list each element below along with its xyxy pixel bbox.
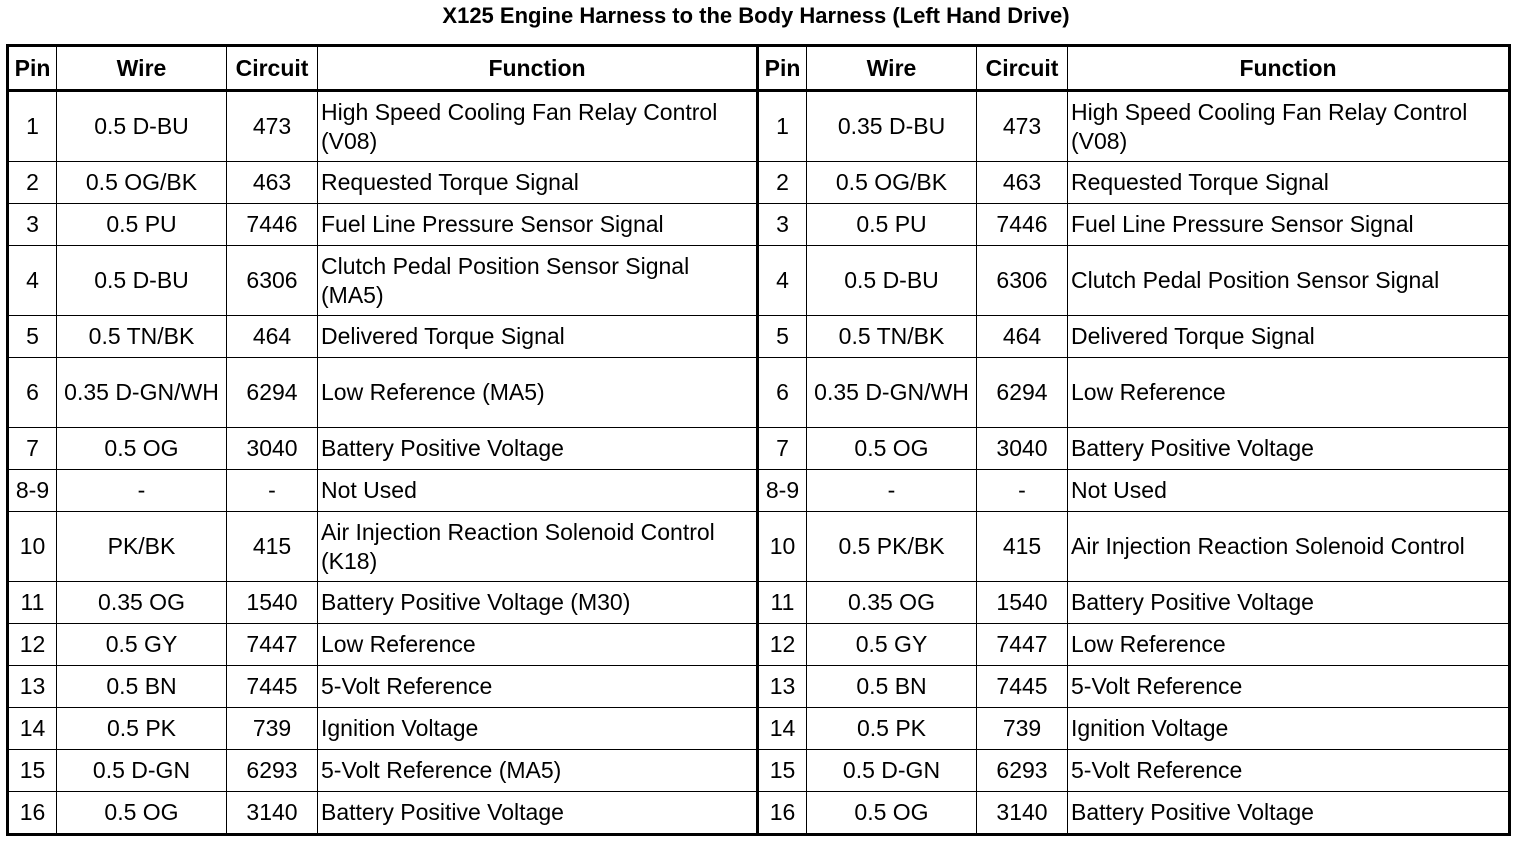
wire-cell: 0.35 D-BU xyxy=(807,91,977,162)
table-row xyxy=(8,204,1510,246)
circuit-cell: 6306 xyxy=(977,246,1068,316)
wire-cell: 0.5 OG/BK xyxy=(57,162,227,204)
function-cell: Not Used xyxy=(318,470,758,512)
circuit-cell: 6294 xyxy=(977,358,1068,428)
table-row xyxy=(8,91,1510,162)
table-row xyxy=(8,582,1510,624)
wire-cell: 0.5 OG xyxy=(57,428,227,470)
pinout-table xyxy=(6,44,1511,836)
wire-cell: 0.5 OG/BK xyxy=(807,162,977,204)
function-cell: Battery Positive Voltage xyxy=(1068,582,1510,624)
header-wire: Wire xyxy=(57,46,227,91)
function-cell: Low Reference (MA5) xyxy=(318,358,758,428)
table-row xyxy=(8,358,1510,428)
function-cell: Air Injection Reaction Solenoid Control (K18) xyxy=(318,512,758,582)
pin-cell: 14 xyxy=(758,708,807,750)
wire-cell: 0.5 TN/BK xyxy=(807,316,977,358)
document-title: X125 Engine Harness to the Body Harness (Left Hand Drive) xyxy=(442,3,1070,28)
wire-cell: 0.35 OG xyxy=(57,582,227,624)
function-cell: Fuel Line Pressure Sensor Signal xyxy=(318,204,758,246)
circuit-cell: - xyxy=(977,470,1068,512)
function-cell: Low Reference xyxy=(1068,624,1510,666)
pin-cell: 13 xyxy=(8,666,57,708)
wire-cell: 0.5 PK/BK xyxy=(807,512,977,582)
wire-cell: 0.5 PU xyxy=(807,204,977,246)
pin-cell: 7 xyxy=(8,428,57,470)
pin-cell: 11 xyxy=(8,582,57,624)
header-pin: Pin xyxy=(8,46,57,91)
wire-cell: - xyxy=(57,470,227,512)
circuit-cell: 473 xyxy=(977,91,1068,162)
circuit-cell: 7446 xyxy=(227,204,318,246)
circuit-cell: 7447 xyxy=(977,624,1068,666)
circuit-cell: 6293 xyxy=(227,750,318,792)
header-circuit: Circuit xyxy=(227,46,318,91)
pin-cell: 1 xyxy=(758,91,807,162)
wire-cell: 0.35 D-GN/WH xyxy=(57,358,227,428)
wire-cell: 0.5 GY xyxy=(807,624,977,666)
circuit-cell: 6306 xyxy=(227,246,318,316)
function-cell: Not Used xyxy=(1068,470,1510,512)
table-row xyxy=(8,428,1510,470)
function-cell: Ignition Voltage xyxy=(1068,708,1510,750)
wire-cell: 0.35 D-GN/WH xyxy=(807,358,977,428)
pin-cell: 3 xyxy=(758,204,807,246)
pin-cell: 3 xyxy=(8,204,57,246)
pin-cell: 10 xyxy=(8,512,57,582)
function-cell: Requested Torque Signal xyxy=(318,162,758,204)
table-row xyxy=(8,708,1510,750)
pin-cell: 5 xyxy=(758,316,807,358)
function-cell: Air Injection Reaction Solenoid Control xyxy=(1068,512,1510,582)
circuit-cell: 464 xyxy=(977,316,1068,358)
pin-cell: 15 xyxy=(758,750,807,792)
function-cell: Requested Torque Signal xyxy=(1068,162,1510,204)
function-cell: Low Reference xyxy=(1068,358,1510,428)
function-cell: Battery Positive Voltage xyxy=(1068,428,1510,470)
circuit-cell: 3040 xyxy=(227,428,318,470)
wire-cell: 0.35 OG xyxy=(807,582,977,624)
wire-cell: 0.5 OG xyxy=(807,792,977,835)
function-cell: 5-Volt Reference (MA5) xyxy=(318,750,758,792)
pin-cell: 12 xyxy=(758,624,807,666)
function-cell: Ignition Voltage xyxy=(318,708,758,750)
table-row xyxy=(8,162,1510,204)
circuit-cell: 3140 xyxy=(977,792,1068,835)
wire-cell: 0.5 D-GN xyxy=(57,750,227,792)
pin-cell: 2 xyxy=(758,162,807,204)
table-row xyxy=(8,316,1510,358)
circuit-cell: 473 xyxy=(227,91,318,162)
circuit-cell: 1540 xyxy=(977,582,1068,624)
pin-cell: 7 xyxy=(758,428,807,470)
function-cell: Battery Positive Voltage xyxy=(1068,792,1510,835)
function-cell: 5-Volt Reference xyxy=(1068,750,1510,792)
table-row xyxy=(8,624,1510,666)
table-row xyxy=(8,470,1510,512)
pin-cell: 12 xyxy=(8,624,57,666)
pin-cell: 15 xyxy=(8,750,57,792)
function-cell: Clutch Pedal Position Sensor Signal (MA5) xyxy=(318,246,758,316)
wire-cell: 0.5 BN xyxy=(807,666,977,708)
function-cell: Battery Positive Voltage xyxy=(318,428,758,470)
wire-cell: 0.5 D-BU xyxy=(57,91,227,162)
function-cell: High Speed Cooling Fan Relay Control (V08) xyxy=(318,91,758,162)
wire-cell: 0.5 TN/BK xyxy=(57,316,227,358)
circuit-cell: 7447 xyxy=(227,624,318,666)
pin-cell: 13 xyxy=(758,666,807,708)
table-row xyxy=(8,512,1510,582)
pin-cell: 10 xyxy=(758,512,807,582)
table-row xyxy=(8,750,1510,792)
wire-cell: 0.5 PK xyxy=(57,708,227,750)
function-cell: 5-Volt Reference xyxy=(1068,666,1510,708)
circuit-cell: 463 xyxy=(977,162,1068,204)
wire-cell: 0.5 PU xyxy=(57,204,227,246)
wire-cell: 0.5 GY xyxy=(57,624,227,666)
header-row xyxy=(8,46,1510,91)
pin-cell: 14 xyxy=(8,708,57,750)
pin-cell: 4 xyxy=(758,246,807,316)
table-row xyxy=(8,666,1510,708)
wire-cell: 0.5 PK xyxy=(807,708,977,750)
function-cell: Battery Positive Voltage (M30) xyxy=(318,582,758,624)
header-function: Function xyxy=(318,46,758,91)
circuit-cell: 739 xyxy=(977,708,1068,750)
function-cell: Fuel Line Pressure Sensor Signal xyxy=(1068,204,1510,246)
circuit-cell: 3140 xyxy=(227,792,318,835)
wire-cell: PK/BK xyxy=(57,512,227,582)
wire-cell: 0.5 OG xyxy=(807,428,977,470)
pin-cell: 11 xyxy=(758,582,807,624)
pin-cell: 6 xyxy=(8,358,57,428)
circuit-cell: 739 xyxy=(227,708,318,750)
circuit-cell: 464 xyxy=(227,316,318,358)
wire-cell: 0.5 D-GN xyxy=(807,750,977,792)
pin-cell: 5 xyxy=(8,316,57,358)
function-cell: 5-Volt Reference xyxy=(318,666,758,708)
pin-cell: 1 xyxy=(8,91,57,162)
pin-cell: 16 xyxy=(758,792,807,835)
circuit-cell: 7446 xyxy=(977,204,1068,246)
pin-cell: 4 xyxy=(8,246,57,316)
pin-cell: 8-9 xyxy=(8,470,57,512)
circuit-cell: 415 xyxy=(227,512,318,582)
wire-cell: - xyxy=(807,470,977,512)
function-cell: Battery Positive Voltage xyxy=(318,792,758,835)
pin-cell: 2 xyxy=(8,162,57,204)
circuit-cell: 415 xyxy=(977,512,1068,582)
circuit-cell: 6294 xyxy=(227,358,318,428)
circuit-cell: 7445 xyxy=(227,666,318,708)
header-function: Function xyxy=(1068,46,1510,91)
wire-cell: 0.5 BN xyxy=(57,666,227,708)
circuit-cell: 3040 xyxy=(977,428,1068,470)
function-cell: High Speed Cooling Fan Relay Control (V08) xyxy=(1068,91,1510,162)
circuit-cell: 7445 xyxy=(977,666,1068,708)
pin-cell: 6 xyxy=(758,358,807,428)
wire-cell: 0.5 D-BU xyxy=(57,246,227,316)
header-circuit: Circuit xyxy=(977,46,1068,91)
pin-cell: 8-9 xyxy=(758,470,807,512)
circuit-cell: 463 xyxy=(227,162,318,204)
function-cell: Clutch Pedal Position Sensor Signal xyxy=(1068,246,1510,316)
function-cell: Delivered Torque Signal xyxy=(1068,316,1510,358)
wire-cell: 0.5 OG xyxy=(57,792,227,835)
circuit-cell: 1540 xyxy=(227,582,318,624)
header-pin: Pin xyxy=(758,46,807,91)
wire-cell: 0.5 D-BU xyxy=(807,246,977,316)
circuit-cell: - xyxy=(227,470,318,512)
circuit-cell: 6293 xyxy=(977,750,1068,792)
function-cell: Low Reference xyxy=(318,624,758,666)
function-cell: Delivered Torque Signal xyxy=(318,316,758,358)
table-row xyxy=(8,246,1510,316)
header-wire: Wire xyxy=(807,46,977,91)
pin-cell: 16 xyxy=(8,792,57,835)
table-row xyxy=(8,792,1510,835)
